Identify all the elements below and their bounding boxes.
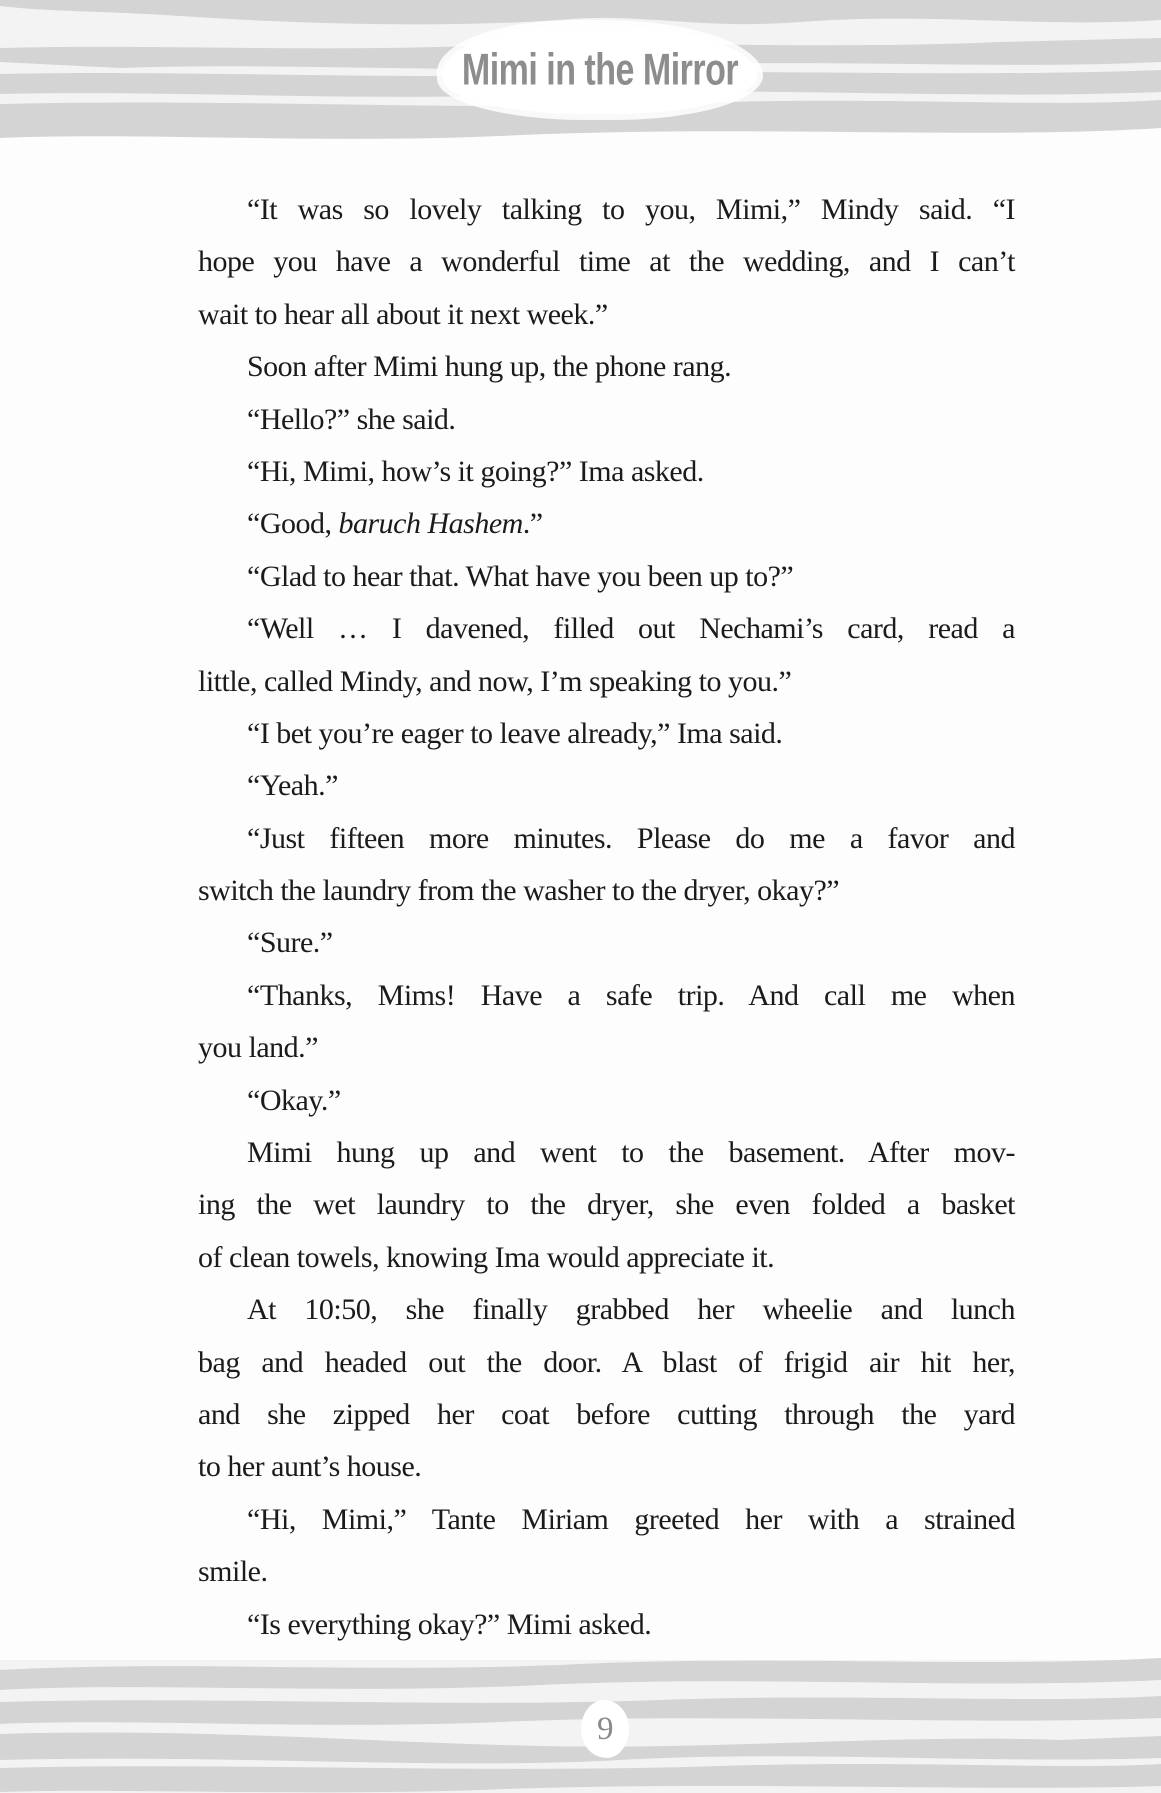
text-line: “Is everything okay?” Mimi asked. — [247, 1607, 652, 1641]
text-run: “Good, — [247, 507, 339, 541]
text-line: “I bet you’re eager to leave already,” Ima said. — [247, 716, 783, 750]
text-line: hope you have a wonderful time at the wedding, and I can’t — [198, 245, 1015, 279]
text-line: At 10:50, she finally grabbed her wheelie and lunch — [247, 1293, 1015, 1327]
text-line: wait to hear all about it next week.” — [198, 297, 608, 331]
text-line: Mimi hung up and went to the basement. After mov- — [247, 1136, 1015, 1170]
chapter-title-badge — [443, 26, 757, 114]
text-line: “Well … I davened, filled out Nechami’s card, read a — [247, 612, 1015, 646]
text-line: of clean towels, knowing Ima would appreciate it. — [198, 1240, 775, 1274]
text-line: Soon after Mimi hung up, the phone rang. — [247, 350, 732, 384]
text-line: smile. — [198, 1555, 268, 1589]
page-number: 9 — [596, 1710, 614, 1747]
footer-stripes — [0, 1650, 1161, 1793]
text-line: “Hi, Mimi, how’s it going?” Ima asked. — [247, 454, 704, 488]
text-line: little, called Mindy, and now, I’m speaking to you.” — [198, 664, 792, 698]
text-line: “Okay.” — [247, 1083, 341, 1117]
chapter-title: Mimi in the Mirror — [461, 44, 739, 95]
text-line: “Hello?” she said. — [247, 402, 456, 436]
text-line: “It was so lovely talking to you, Mimi,” Mindy said. “I — [247, 193, 1015, 226]
text-line: to her aunt’s house. — [198, 1450, 422, 1484]
text-line: bag and headed out the door. A blast of frigid air hit her, — [198, 1345, 1015, 1379]
text-line: “Sure.” — [247, 926, 333, 960]
text-line: switch the laundry from the washer to the dryer, okay?” — [198, 874, 840, 908]
text-line — [198, 498, 1015, 550]
text-line: “Hi, Mimi,” Tante Miriam greeted her with a strained — [247, 1502, 1015, 1536]
text-line: ing the wet laundry to the dryer, she even folded a basket — [198, 1188, 1015, 1222]
text-line: “Yeah.” — [247, 769, 338, 803]
page-text — [198, 184, 1015, 1651]
text-line: “Glad to hear that. What have you been up to?” — [247, 559, 794, 593]
text-line: and she zipped her coat before cutting through the yard — [198, 1397, 1015, 1431]
text-line: “Just fifteen more minutes. Please do me a favor and — [247, 821, 1015, 855]
text-run-italic: baruch Hashem — [338, 507, 523, 541]
text-run: .” — [522, 507, 543, 541]
text-line: you land.” — [198, 1031, 318, 1065]
text-line: “Thanks, Mims! Have a safe trip. And call me when — [247, 978, 1015, 1012]
